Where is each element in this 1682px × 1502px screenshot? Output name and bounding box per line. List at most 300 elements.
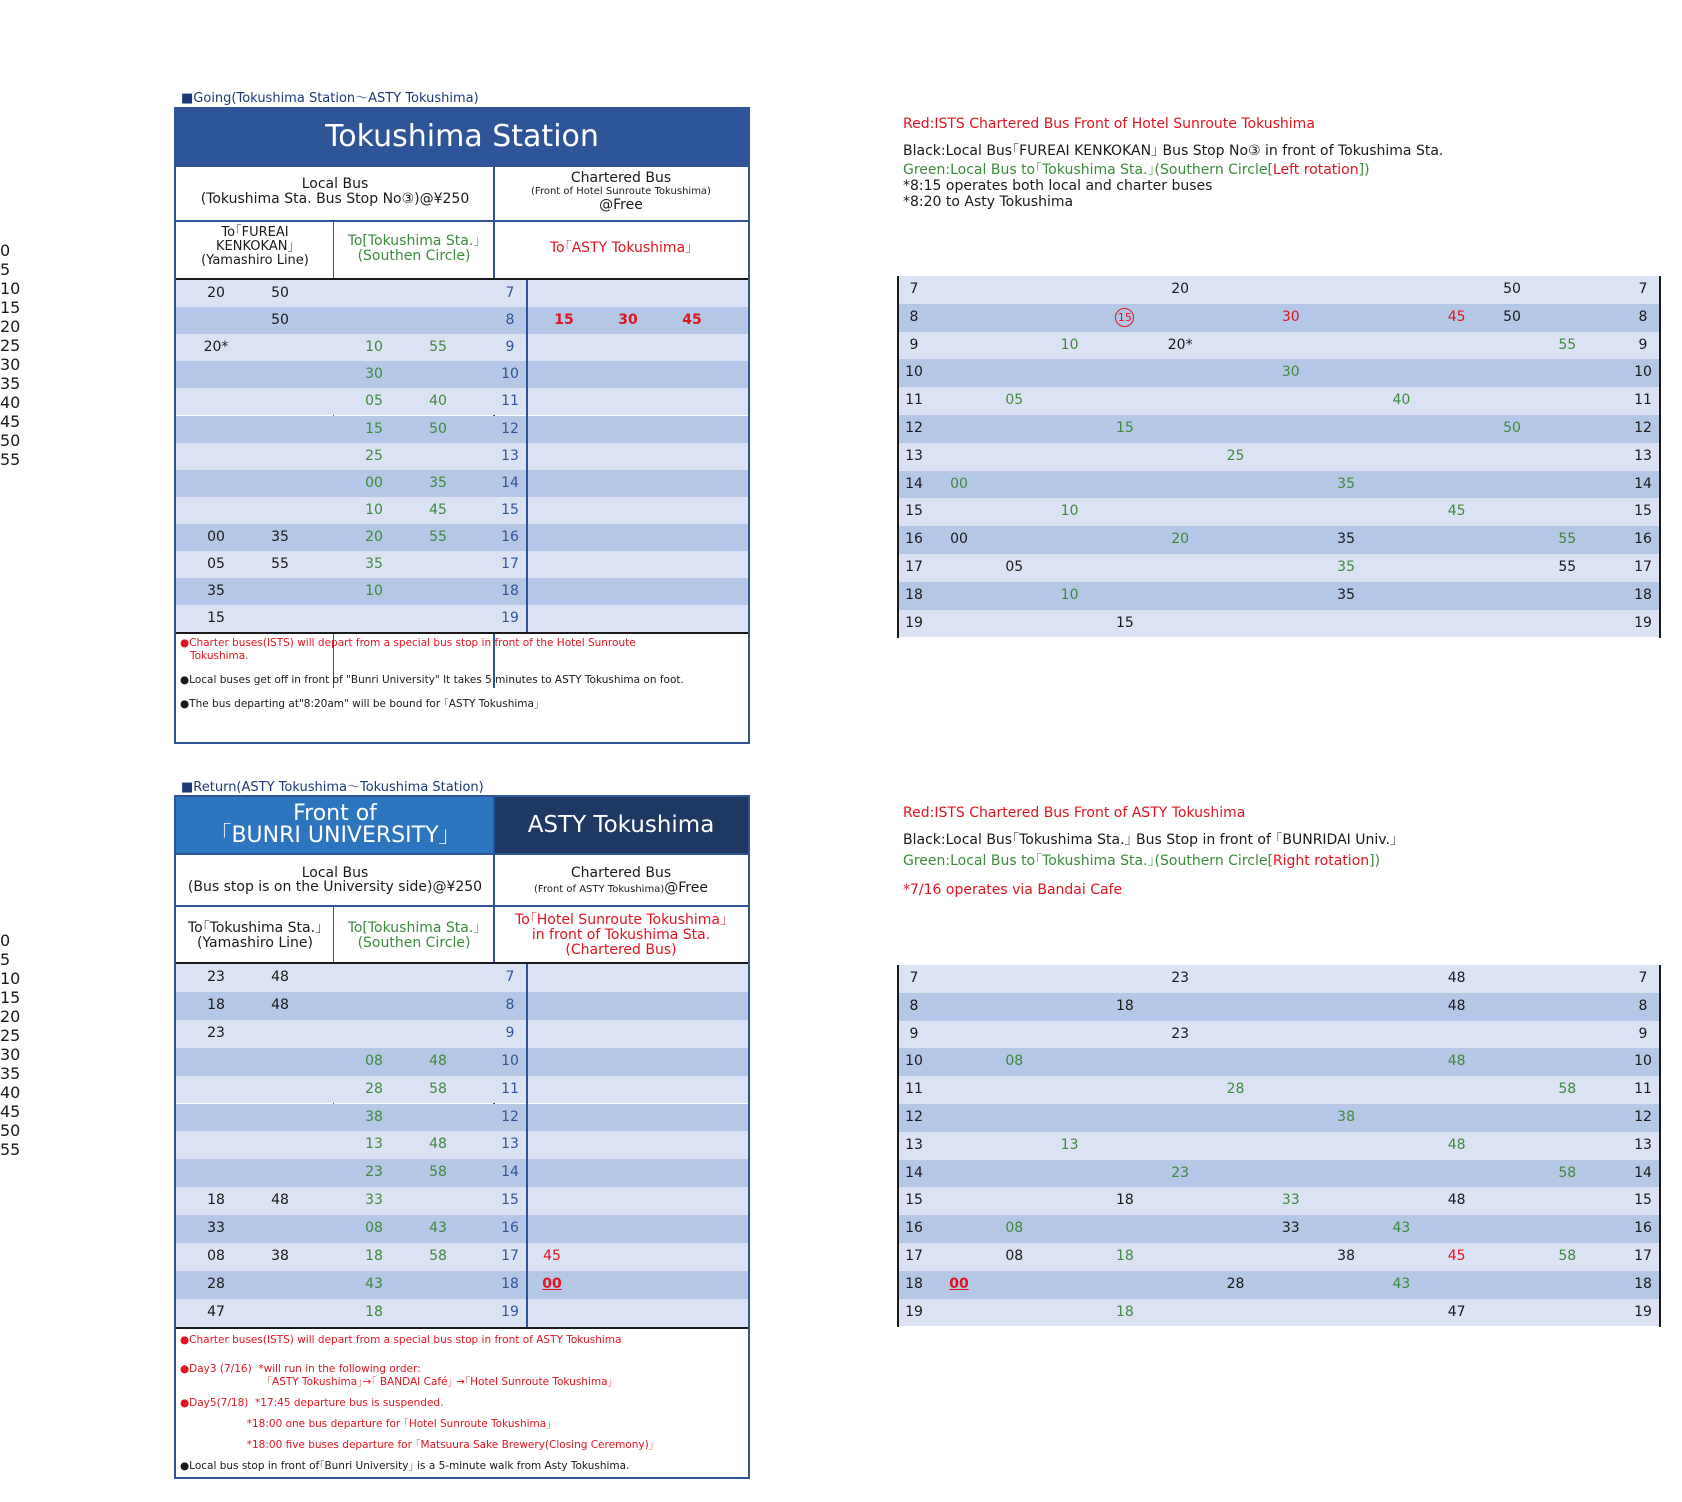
hour-label-right: 11 xyxy=(1634,1081,1652,1098)
grid-row xyxy=(899,1160,1659,1188)
table-row xyxy=(176,1215,748,1243)
local-circle-time: 45 xyxy=(429,501,447,518)
going-legend-black: Black:Local Bus｢FUREAI KENKOKAN｣ Bus Stop No③ in front of Tokushima Sta. xyxy=(903,143,1444,159)
hour-label-left: 18 xyxy=(905,1275,923,1292)
departure-time: 25 xyxy=(1226,447,1245,464)
local-circle-time: 58 xyxy=(429,1248,447,1264)
note-line: Tokushima. xyxy=(180,650,249,662)
charter-time: 45 xyxy=(682,312,702,329)
departure-time: 10 xyxy=(1060,586,1079,603)
grid-row xyxy=(899,1021,1659,1049)
hour-label: 15 xyxy=(501,501,519,518)
local-circle-time: 18 xyxy=(365,1248,383,1264)
hour-label-left: 18 xyxy=(905,586,923,603)
note-line: ●Local buses get off in front of "Bunri University" It takes 5 minutes to ASTY Tokushima on foot. xyxy=(180,674,684,686)
local-circle-time: 43 xyxy=(365,1275,383,1292)
note-line: ｢ASTY Tokushima｣→｢ BANDAI Café｣ →｢Hotel Sunroute Tokushima｣ xyxy=(180,1376,613,1388)
local-yamashiro-time: 48 xyxy=(271,969,289,985)
hour-label: 14 xyxy=(501,474,519,491)
return-local-bus-title: Local Bus xyxy=(301,865,369,881)
table-row xyxy=(176,1299,748,1327)
hour-label: 13 xyxy=(501,447,519,464)
minute-tick: 15 xyxy=(0,298,21,317)
local-circle-time: 25 xyxy=(365,447,383,464)
going-note-815: *8:15 operates both local and charter buses xyxy=(903,178,1213,194)
grid-row xyxy=(899,1243,1659,1271)
local-yamashiro-time: 20* xyxy=(203,339,229,356)
grid-row xyxy=(899,1076,1659,1104)
local-yamashiro-time: 55 xyxy=(271,556,289,572)
hour-label-left: 7 xyxy=(909,281,919,297)
grid-row xyxy=(899,443,1659,471)
departure-time: 18 xyxy=(1115,1248,1134,1264)
going-legend-red: Red:ISTS Chartered Bus Front of Hotel Sunroute Tokushima xyxy=(903,116,1315,132)
local-yamashiro-time: 28 xyxy=(207,1275,225,1292)
charter-time: 15 xyxy=(554,312,574,329)
return-minute-grid xyxy=(897,965,1661,1327)
local-circle-time: 05 xyxy=(365,393,383,410)
hour-label: 13 xyxy=(501,1136,519,1153)
departure-time: 08 xyxy=(1005,1053,1024,1070)
hour-label-right: 7 xyxy=(1638,281,1648,297)
minute-tick: 30 xyxy=(0,1045,21,1064)
hour-label-left: 10 xyxy=(905,364,923,381)
grid-row xyxy=(899,304,1659,332)
hour-label-right: 14 xyxy=(1634,475,1652,492)
local-yamashiro-time: 00 xyxy=(207,528,225,545)
minute-tick: 45 xyxy=(0,412,21,431)
note-line: ●Charter buses(ISTS) will depart from a special bus stop in front of the Hotel Sunroute xyxy=(180,637,636,649)
departure-time: 10 xyxy=(1060,503,1079,520)
hour-label-right: 10 xyxy=(1634,1053,1652,1070)
hour-label-left: 14 xyxy=(905,1164,923,1181)
hour-label: 16 xyxy=(501,528,519,545)
local-circle-time: 55 xyxy=(429,339,447,356)
local-yamashiro-time: 35 xyxy=(271,528,289,545)
local-yamashiro-time: 33 xyxy=(207,1220,225,1237)
chartered-bus-title: Chartered Bus xyxy=(570,170,672,186)
table-row xyxy=(176,551,748,578)
local-yamashiro-time: 05 xyxy=(207,556,225,572)
hour-label-right: 15 xyxy=(1634,503,1652,520)
hour-label-left: 15 xyxy=(905,1192,923,1209)
local-circle-time: 10 xyxy=(365,339,383,356)
hour-label-left: 8 xyxy=(909,997,919,1014)
grid-row xyxy=(899,582,1659,610)
departure-time: 15 xyxy=(1115,420,1134,436)
departure-time: 23 xyxy=(1171,970,1190,986)
hour-label: 17 xyxy=(501,1248,519,1264)
departure-time: 48 xyxy=(1447,1192,1466,1209)
local-yamashiro-time: 38 xyxy=(271,1248,289,1264)
grid-row xyxy=(899,332,1659,360)
hour-label-left: 9 xyxy=(909,1025,919,1042)
local-circle-time: 35 xyxy=(365,556,383,572)
local-yamashiro-time: 20 xyxy=(207,285,225,301)
minute-tick: 40 xyxy=(0,393,21,412)
local-circle-time: 28 xyxy=(365,1080,383,1097)
charter-time: 00 xyxy=(542,1275,562,1292)
grid-row xyxy=(899,1271,1659,1299)
local-circle-time: 10 xyxy=(365,501,383,518)
local-yamashiro-time: 18 xyxy=(207,996,225,1013)
grid-row xyxy=(899,1104,1659,1132)
departure-time: 55 xyxy=(1558,531,1577,548)
table-row xyxy=(176,578,748,605)
departure-time: 33 xyxy=(1281,1192,1300,1209)
departure-time: 13 xyxy=(1060,1136,1079,1153)
minute-tick: 55 xyxy=(0,450,21,469)
minute-tick: 15 xyxy=(0,988,21,1007)
local-circle-time: 38 xyxy=(365,1108,383,1125)
departure-time: 00 xyxy=(950,475,968,492)
local-yamashiro-time: 48 xyxy=(271,1192,289,1209)
local-yamashiro-time: 23 xyxy=(207,969,225,985)
return-chartered-subtitle: (Front of ASTY Tokushima)@Free xyxy=(534,880,708,896)
minute-tick: 45 xyxy=(0,1102,21,1121)
departure-time: 45 xyxy=(1447,503,1466,520)
minute-tick: 10 xyxy=(0,969,21,988)
minute-tick: 25 xyxy=(0,1026,21,1045)
local-circle-time: 48 xyxy=(429,1052,447,1069)
departure-time: 00 xyxy=(950,531,968,548)
circled-departure: 15 xyxy=(1115,308,1134,327)
grid-row xyxy=(899,359,1659,387)
hour-label: 19 xyxy=(501,610,519,627)
departure-time: 28 xyxy=(1226,1081,1245,1098)
departure-time: 20 xyxy=(1171,281,1190,297)
hour-label: 15 xyxy=(501,1192,519,1209)
charter-time: 45 xyxy=(543,1248,561,1264)
departure-time: 20 xyxy=(1171,531,1190,548)
hour-label: 18 xyxy=(501,1275,519,1292)
departure-time: 55 xyxy=(1558,336,1577,353)
hour-label-right: 17 xyxy=(1634,559,1652,575)
hour-label: 9 xyxy=(505,1024,515,1041)
local-yamashiro-time: 50 xyxy=(271,312,289,329)
minute-tick: 35 xyxy=(0,1064,21,1083)
local-yamashiro-time: 23 xyxy=(207,1024,225,1041)
departure-time: 43 xyxy=(1392,1275,1411,1292)
departure-time: 50 xyxy=(1503,420,1521,436)
hour-label-right: 8 xyxy=(1638,997,1648,1014)
local-circle-time: 23 xyxy=(365,1164,383,1181)
hour-label: 10 xyxy=(501,1052,519,1069)
local-circle-time: 08 xyxy=(365,1220,383,1237)
hour-label-left: 12 xyxy=(905,420,923,436)
departure-time: 35 xyxy=(1337,475,1355,492)
hour-label-right: 14 xyxy=(1634,1164,1652,1181)
minute-tick: 25 xyxy=(0,336,21,355)
table-row xyxy=(176,1187,748,1215)
local-yamashiro-time: 48 xyxy=(271,996,289,1013)
local-circle-time: 13 xyxy=(365,1136,383,1153)
hour-label: 9 xyxy=(505,339,515,356)
hour-label-left: 10 xyxy=(905,1053,923,1070)
minute-tick: 10 xyxy=(0,279,21,298)
departure-time: 23 xyxy=(1171,1025,1190,1042)
departure-time: 48 xyxy=(1447,970,1466,986)
departure-time: 50 xyxy=(1503,308,1521,325)
minute-tick: 5 xyxy=(0,950,11,969)
table-row xyxy=(176,524,748,551)
minute-tick: 35 xyxy=(0,374,21,393)
return-column-header-southen: To[Tokushima Sta.｣ (Southen Circle) xyxy=(347,920,481,951)
hour-label-right: 9 xyxy=(1638,336,1648,353)
departure-time: 35 xyxy=(1337,531,1355,548)
departure-time: 58 xyxy=(1558,1164,1577,1181)
departure-time: 38 xyxy=(1337,1109,1355,1125)
grid-row xyxy=(899,1215,1659,1243)
going-section-title: ■ Going(Tokushima Station～ASTY Tokushima) xyxy=(181,87,479,106)
hour-label-right: 12 xyxy=(1634,420,1652,436)
minute-tick: 5 xyxy=(0,260,11,279)
hour-label-left: 8 xyxy=(909,308,919,325)
departure-time: 30 xyxy=(1281,364,1300,381)
local-circle-time: 35 xyxy=(429,474,447,491)
chartered-bus-fare: @Free xyxy=(599,197,643,213)
hour-label-right: 8 xyxy=(1638,308,1648,325)
departure-time: 35 xyxy=(1337,586,1355,603)
hour-label: 16 xyxy=(501,1220,519,1237)
table-row xyxy=(176,470,748,497)
hour-label: 17 xyxy=(501,556,519,572)
local-circle-time: 40 xyxy=(429,393,447,410)
grid-row xyxy=(899,965,1659,993)
local-circle-time: 10 xyxy=(365,583,383,600)
note-line: ●The bus departing at"8:20am" will be bound for ｢ASTY Tokushima｣ xyxy=(180,698,540,710)
hour-label: 8 xyxy=(505,996,515,1013)
note-line: ●Local bus stop in front of｢Bunri University｣ is a 5-minute walk from Asty Tokushima. xyxy=(180,1460,630,1472)
note-line: *18:00 one bus departure for ｢Hotel Sunroute Tokushima｣ xyxy=(180,1418,552,1430)
hour-label: 8 xyxy=(505,312,515,329)
hour-label-left: 13 xyxy=(905,1136,923,1153)
grid-row xyxy=(899,554,1659,582)
table-row xyxy=(176,497,748,524)
return-legend-black: Black:Local Bus｢Tokushima Sta.｣ Bus Stop in front of ｢BUNRIDAI Univ.｣ xyxy=(903,832,1397,848)
hour-label-left: 19 xyxy=(905,1303,923,1320)
column-header-southen-circle: To[Tokushima Sta.｣ (Southen Circle) xyxy=(347,233,481,264)
note-line: ●Day5(7/18) *17:45 departure bus is suspended. xyxy=(180,1397,444,1409)
hour-label-right: 9 xyxy=(1638,1025,1648,1042)
hour-label: 11 xyxy=(501,393,519,410)
hour-label-right: 16 xyxy=(1634,1220,1652,1237)
hour-label-left: 13 xyxy=(905,447,923,464)
departure-time: 38 xyxy=(1337,1248,1355,1264)
hour-label-right: 10 xyxy=(1634,364,1652,381)
hour-label-left: 12 xyxy=(905,1109,923,1125)
hour-label: 12 xyxy=(501,420,519,437)
departure-time: 47 xyxy=(1447,1303,1466,1320)
hour-label-right: 13 xyxy=(1634,447,1652,464)
departure-time: 18 xyxy=(1115,997,1134,1014)
hour-label: 10 xyxy=(501,366,519,383)
hour-label-right: 15 xyxy=(1634,1192,1652,1209)
departure-time: 33 xyxy=(1281,1220,1300,1237)
return-local-bus-subtitle: (Bus stop is on the University side)@¥250 xyxy=(187,879,483,895)
grid-row xyxy=(899,1299,1659,1327)
return-notes xyxy=(180,1334,746,1473)
hour-label-right: 12 xyxy=(1634,1109,1652,1125)
departure-time: 30 xyxy=(1281,308,1300,325)
minute-tick: 0 xyxy=(0,241,11,260)
return-column-header-hotel: To｢Hotel Sunroute Tokushima｣ in front of Tokushima Sta. (Chartered Bus) xyxy=(515,912,727,958)
hour-label: 12 xyxy=(501,1108,519,1125)
hour-label-right: 11 xyxy=(1634,392,1652,409)
grid-row xyxy=(899,1187,1659,1215)
return-column-header-yamashiro: To｢Tokushima Sta.｣ (Yamashiro Line) xyxy=(187,920,323,951)
departure-time: 23 xyxy=(1171,1164,1190,1181)
local-circle-time: 18 xyxy=(365,1303,383,1320)
minute-tick: 50 xyxy=(0,1121,21,1140)
return-note-0716: *7/16 operates via Bandai Cafe xyxy=(903,882,1123,898)
return-right-title: ASTY Tokushima xyxy=(494,797,748,853)
table-row xyxy=(176,1159,748,1187)
departure-time: 15 xyxy=(1115,614,1134,631)
going-notes xyxy=(180,637,746,711)
hour-label: 7 xyxy=(505,969,515,985)
grid-row xyxy=(899,526,1659,554)
hour-label-right: 17 xyxy=(1634,1248,1652,1264)
departure-time: 28 xyxy=(1226,1275,1245,1292)
departure-time xyxy=(1105,304,1145,332)
hour-label-right: 19 xyxy=(1634,1303,1652,1320)
departure-time: 48 xyxy=(1447,997,1466,1014)
charter-time: 30 xyxy=(618,312,638,329)
minute-tick: 20 xyxy=(0,317,21,336)
hour-label: 7 xyxy=(505,285,515,301)
hour-label-right: 7 xyxy=(1638,970,1648,986)
grid-row xyxy=(899,276,1659,304)
hour-label-left: 11 xyxy=(905,1081,923,1098)
local-circle-time: 33 xyxy=(365,1192,383,1209)
departure-time: 08 xyxy=(1005,1248,1024,1264)
local-bus-title: Local Bus xyxy=(301,176,369,192)
minute-tick: 55 xyxy=(0,1140,21,1159)
grid-row xyxy=(899,610,1659,638)
departure-time: 00 xyxy=(949,1275,969,1292)
grid-row xyxy=(899,993,1659,1021)
hour-label-right: 19 xyxy=(1634,614,1652,631)
hour-label: 18 xyxy=(501,583,519,600)
local-bus-subtitle: (Tokushima Sta. Bus Stop No③)@¥250 xyxy=(200,191,470,207)
local-yamashiro-time: 47 xyxy=(207,1303,225,1320)
note-line: *18:00 five buses departure for ｢Matsuura Sake Brewery(Closing Ceremony)｣ xyxy=(180,1439,654,1451)
hour-label: 14 xyxy=(501,1164,519,1181)
hour-label-left: 11 xyxy=(905,392,923,409)
local-circle-time: 00 xyxy=(365,474,383,491)
local-circle-time: 50 xyxy=(429,420,447,437)
hour-label-right: 18 xyxy=(1634,1275,1652,1292)
local-yamashiro-time: 50 xyxy=(271,285,289,301)
departure-time: 05 xyxy=(1005,559,1024,575)
grid-row xyxy=(899,1132,1659,1160)
table-row xyxy=(176,1243,748,1271)
hour-label-right: 16 xyxy=(1634,531,1652,548)
local-circle-time: 48 xyxy=(429,1136,447,1153)
local-circle-time: 15 xyxy=(365,420,383,437)
local-circle-time: 20 xyxy=(365,528,383,545)
departure-time: 05 xyxy=(1005,392,1024,409)
local-yamashiro-time: 35 xyxy=(207,583,225,600)
going-minute-grid xyxy=(897,276,1661,638)
local-circle-time: 55 xyxy=(429,528,447,545)
local-circle-time: 58 xyxy=(429,1164,447,1181)
departure-time: 20* xyxy=(1167,336,1193,353)
departure-time: 40 xyxy=(1392,392,1411,409)
minute-tick: 30 xyxy=(0,355,21,374)
return-chartered-title: Chartered Bus xyxy=(570,865,672,881)
departure-time: 43 xyxy=(1392,1220,1411,1237)
hour-label-right: 13 xyxy=(1634,1136,1652,1153)
local-circle-time: 58 xyxy=(429,1080,447,1097)
hour-label: 11 xyxy=(501,1080,519,1097)
grid-row xyxy=(899,387,1659,415)
minute-tick: 50 xyxy=(0,431,21,450)
departure-time: 35 xyxy=(1337,559,1355,575)
note-line: ●Day3 (7/16) *will run in the following order: xyxy=(180,1363,421,1375)
grid-row xyxy=(899,471,1659,499)
hour-label-left: 7 xyxy=(909,970,919,986)
departure-time: 45 xyxy=(1447,308,1466,325)
hour-label-left: 16 xyxy=(905,1220,923,1237)
return-left-title: Front of ｢BUNRI UNIVERSITY｣ xyxy=(176,797,494,853)
hour-label-left: 15 xyxy=(905,503,923,520)
grid-row xyxy=(899,1048,1659,1076)
local-circle-time: 43 xyxy=(429,1220,447,1237)
hour-label: 19 xyxy=(501,1303,519,1320)
column-header-asty: To｢ASTY Tokushima｣ xyxy=(549,240,693,256)
hour-label-left: 9 xyxy=(909,336,919,353)
going-station-title: Tokushima Station xyxy=(176,109,748,165)
departure-time: 48 xyxy=(1447,1053,1466,1070)
departure-time: 48 xyxy=(1447,1136,1466,1153)
hour-label-left: 17 xyxy=(905,1248,923,1264)
departure-time: 08 xyxy=(1005,1220,1024,1237)
departure-time: 50 xyxy=(1503,281,1521,297)
going-legend-green: Green:Local Bus to｢Tokushima Sta.｣(Southern Circle[Left rotation]) xyxy=(903,162,1370,178)
hour-label-left: 16 xyxy=(905,531,923,548)
return-section-title: ■ Return(ASTY Tokushima～Tokushima Station) xyxy=(181,776,484,795)
return-legend-green: Green:Local Bus to｢Tokushima Sta.｣(Southern Circle[Right rotation]) xyxy=(903,853,1381,869)
departure-time: 18 xyxy=(1115,1303,1134,1320)
local-yamashiro-time: 18 xyxy=(207,1192,225,1209)
local-circle-time: 08 xyxy=(365,1052,383,1069)
departure-time: 58 xyxy=(1558,1081,1577,1098)
chartered-bus-subtitle: (Front of Hotel Sunroute Tokushima) xyxy=(531,186,711,197)
return-legend-red: Red:ISTS Chartered Bus Front of ASTY Tokushima xyxy=(903,805,1246,821)
local-circle-time: 30 xyxy=(365,366,383,383)
minute-tick: 20 xyxy=(0,1007,21,1026)
table-row xyxy=(176,605,748,632)
departure-time: 18 xyxy=(1115,1192,1134,1209)
hour-label-left: 19 xyxy=(905,614,923,631)
note-line: ●Charter buses(ISTS) will depart from a special bus stop in front of ASTY Tokushima xyxy=(180,1334,622,1346)
table-row xyxy=(176,1271,748,1299)
departure-time: 45 xyxy=(1447,1248,1466,1264)
local-yamashiro-time: 08 xyxy=(207,1248,225,1264)
departure-time: 10 xyxy=(1060,336,1079,353)
column-header-fureai: To｢FUREAI KENKOKAN｣ (Yamashiro Line) xyxy=(201,225,309,268)
hour-label-left: 17 xyxy=(905,559,923,575)
minute-tick: 40 xyxy=(0,1083,21,1102)
grid-row xyxy=(899,498,1659,526)
hour-label-right: 18 xyxy=(1634,586,1652,603)
local-yamashiro-time: 15 xyxy=(207,610,225,627)
grid-row xyxy=(899,415,1659,443)
departure-time: 55 xyxy=(1558,559,1577,575)
minute-tick: 0 xyxy=(0,931,11,950)
